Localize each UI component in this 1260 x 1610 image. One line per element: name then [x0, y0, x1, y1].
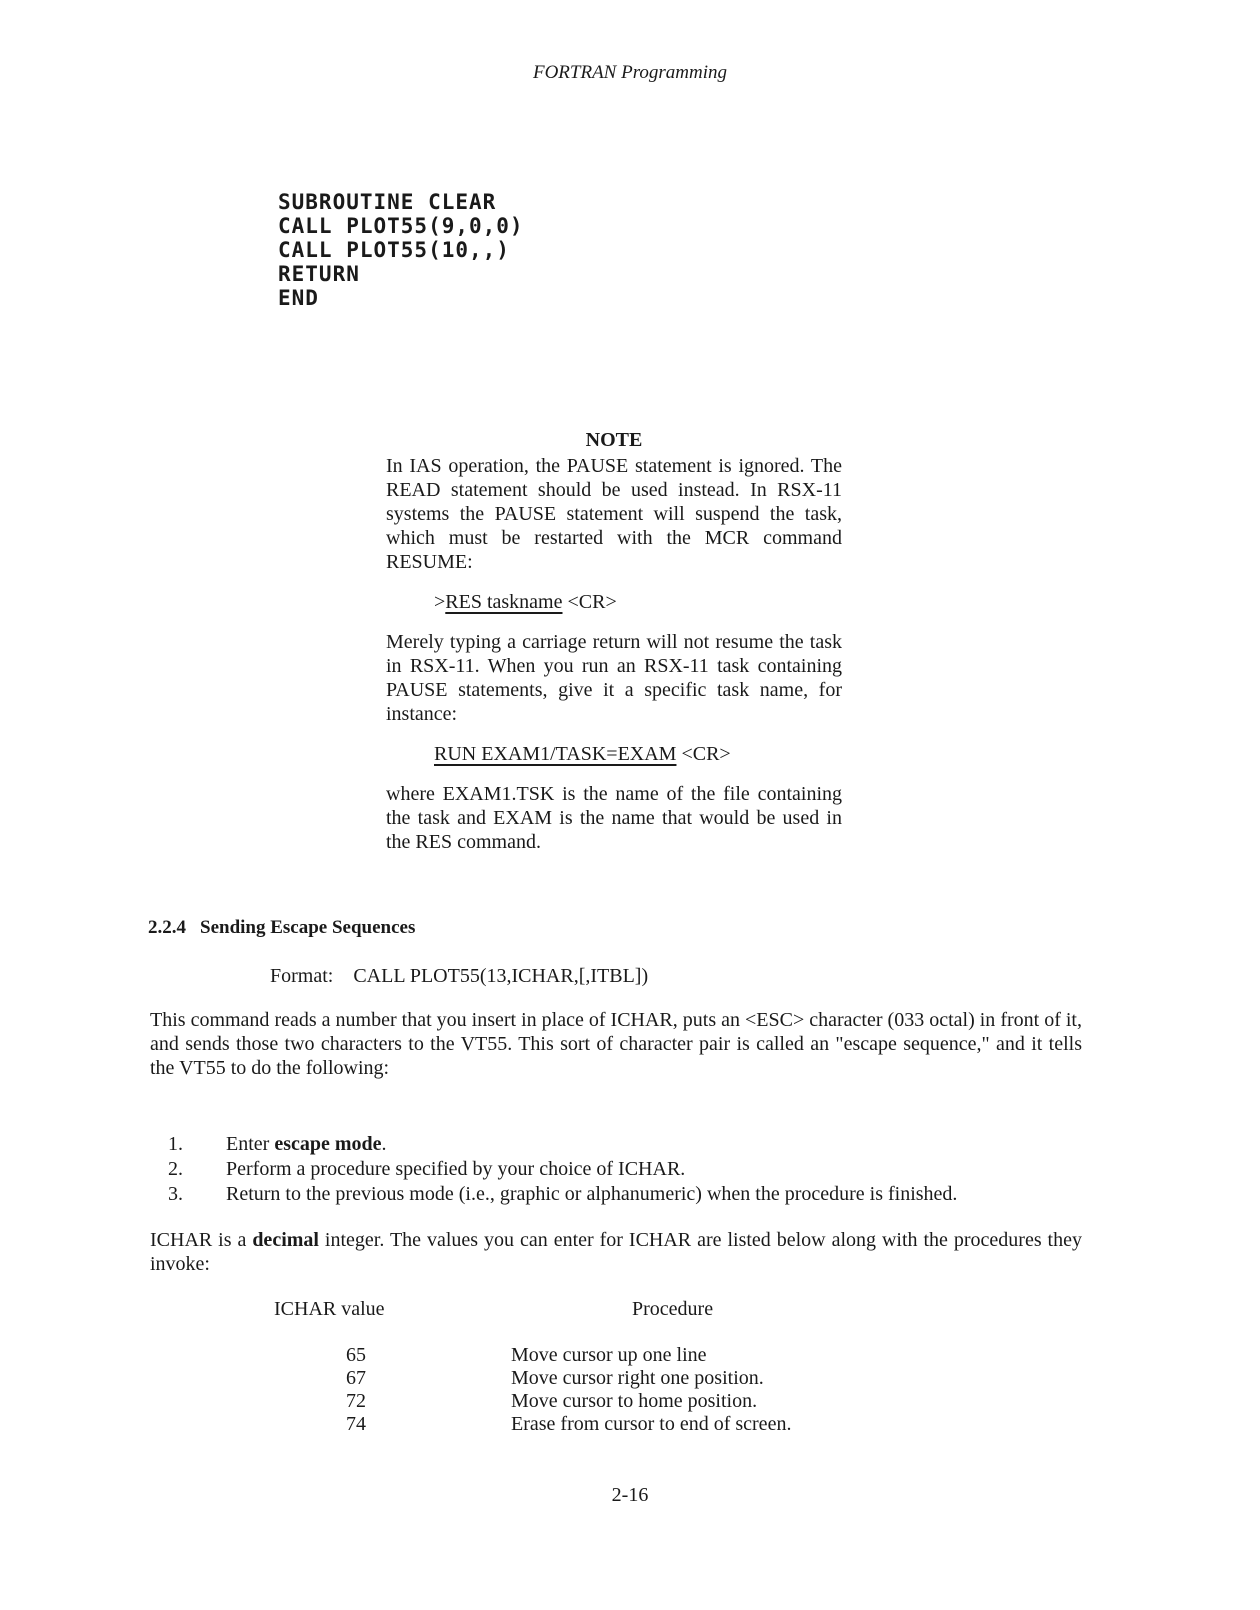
table-row — [0, 1390, 791, 1413]
list-item — [168, 1157, 957, 1182]
list-number: 1. — [168, 1133, 183, 1155]
command-text: RUN EXAM1/TASK=EXAM — [434, 743, 677, 765]
ichar-table — [0, 1344, 791, 1436]
table-cell-value: 67 — [346, 1367, 366, 1389]
list-text: Return to the previous mode (i.e., graphic or alphanumeric) when the procedure is finished. — [226, 1183, 958, 1205]
list-item — [168, 1132, 957, 1157]
table-cell-value: 72 — [346, 1390, 366, 1412]
section-title: Sending Escape Sequences — [200, 917, 416, 938]
table-cell-procedure: Move cursor to home position. — [511, 1390, 758, 1412]
note-command — [434, 742, 842, 766]
command-prompt: > — [434, 591, 446, 613]
table-cell-procedure: Move cursor up one line — [511, 1344, 707, 1366]
table-header-procedure: Procedure — [632, 1298, 714, 1320]
command-key: <CR> — [681, 743, 731, 765]
code-line: SUBROUTINE CLEAR — [278, 190, 497, 214]
table-row — [0, 1413, 791, 1436]
command-text: RES taskname — [445, 591, 563, 613]
format-value: CALL PLOT55(13,ICHAR,[,ITBL]) — [353, 965, 649, 987]
note-command — [434, 590, 842, 614]
code-line: CALL PLOT55(10,,) — [278, 238, 510, 262]
running-header: FORTRAN Programming — [532, 62, 728, 83]
code-line: RETURN — [278, 262, 360, 286]
table-header-value: ICHAR value — [274, 1298, 385, 1320]
note-paragraph: where EXAM1.TSK is the name of the file containing the task and EXAM is the name that would be used in the RES command. — [386, 783, 842, 853]
body-paragraph: This command reads a number that you insert in place of ICHAR, puts an <ESC> character (033 octal) in front of it, and sends those two characters to the VT55. This sort of character pair is called an "escape sequence," and it tells the VT55 to do the following: — [150, 1009, 1082, 1079]
table-cell-value: 65 — [346, 1344, 366, 1366]
format-line — [270, 965, 648, 988]
code-line: CALL PLOT55(9,0,0) — [278, 214, 524, 238]
list-text: Enter escape mode. — [226, 1133, 387, 1155]
section-heading — [148, 917, 415, 939]
note-paragraph: Merely typing a carriage return will not resume the task in RSX-11. When you run an RSX-11 task containing PAUSE statements, give it a specific task name, for instance: — [386, 631, 842, 725]
note-title: NOTE — [585, 429, 643, 451]
list-item — [168, 1182, 957, 1207]
note-box — [386, 428, 842, 854]
code-listing — [278, 190, 524, 310]
steps-list — [168, 1132, 957, 1207]
note-paragraph: In IAS operation, the PAUSE statement is ignored. The READ statement should be used instead. In RSX-11 systems the PAUSE statement will suspend the task, which must be restarted with the MCR command RESUME: — [386, 455, 842, 573]
body-paragraph: ICHAR is a decimal integer. The values you can enter for ICHAR are listed below along with the procedures they invoke: — [150, 1229, 1082, 1275]
command-key: <CR> — [567, 591, 617, 613]
format-label: Format: — [270, 965, 334, 987]
table-cell-procedure: Erase from cursor to end of screen. — [511, 1413, 792, 1435]
list-number: 2. — [168, 1158, 183, 1180]
table-cell-procedure: Move cursor right one position. — [511, 1367, 764, 1389]
page-number: 2-16 — [611, 1484, 649, 1506]
code-line: END — [278, 286, 319, 310]
section-number: 2.2.4 — [148, 917, 186, 938]
table-cell-value: 74 — [346, 1413, 366, 1435]
table-row — [0, 1344, 791, 1367]
list-text: Perform a procedure specified by your choice of ICHAR. — [226, 1158, 686, 1180]
list-number: 3. — [168, 1183, 183, 1205]
table-row — [0, 1367, 791, 1390]
